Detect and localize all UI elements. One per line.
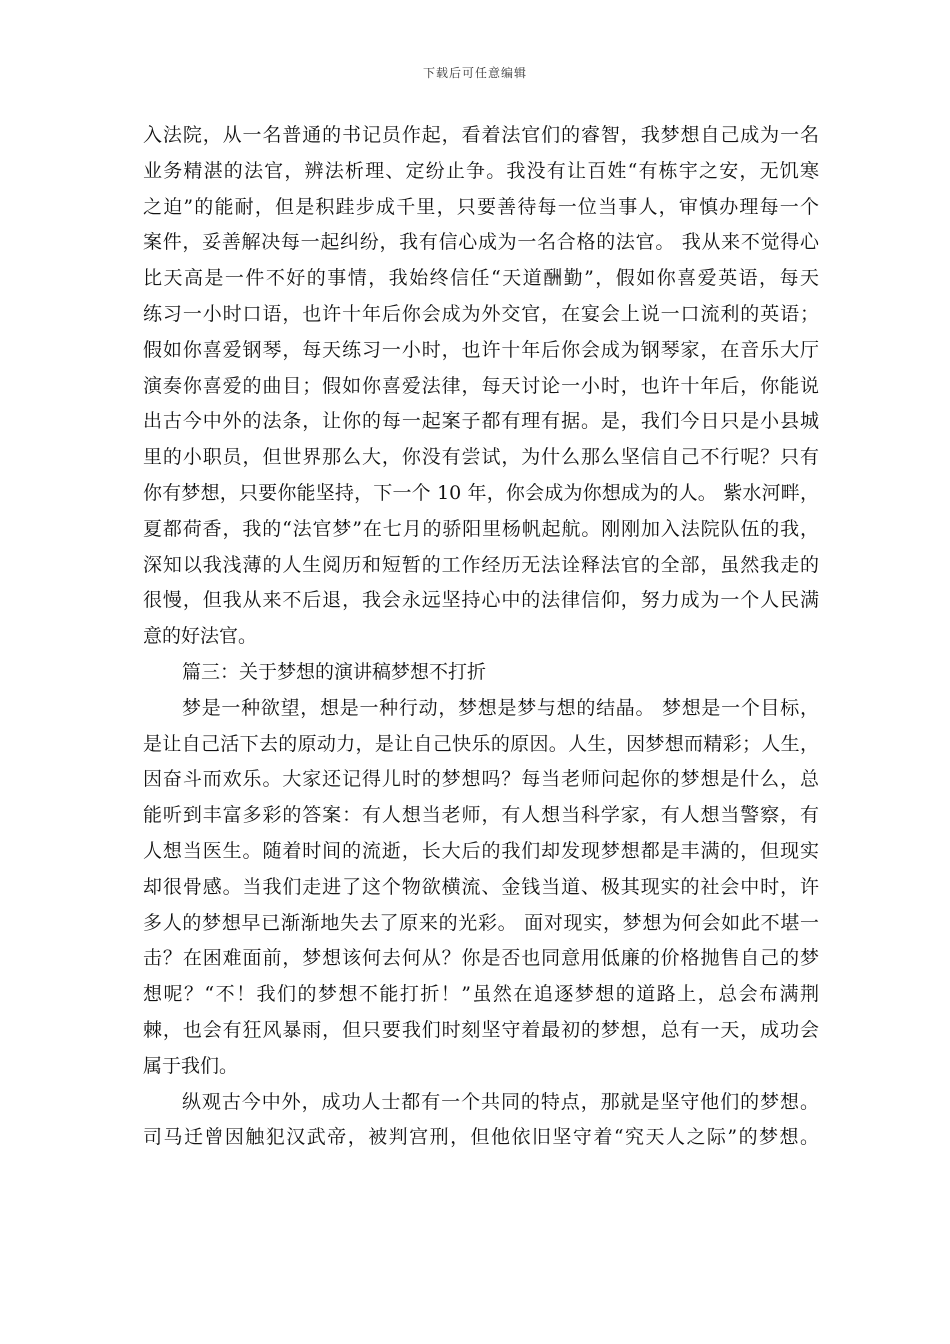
text-line: 之迫”的能耐，但是积跬步成千里，只要善待每一位当事人，审慎办理每一个 [143, 195, 819, 218]
text-line: 篇三：关于梦想的演讲稿梦想不打折 [182, 660, 487, 683]
text-line: 你有梦想，只要你能坚持，下一个 10 年，你会成为你想成为的人。 紫水河畔， [143, 481, 819, 504]
text-line: 练习一小时口语，也许十年后你会成为外交官，在宴会上说一口流利的英语； [143, 302, 819, 325]
text-line: 很慢，但我从来不后退，我会永远坚持心中的法律信仰，努力成为一个人民满 [143, 589, 819, 612]
text-line: 人想当医生。随着时间的流逝，长大后的我们却发现梦想都是丰满的，但现实 [143, 839, 819, 862]
page-header: 下载后可任意编辑 [422, 66, 527, 80]
text-line: 是让自己活下去的原动力，是让自己快乐的原因。人生，因梦想而精彩；人生， [143, 732, 819, 755]
text-line: 假如你喜爱钢琴，每天练习一小时，也许十年后你会成为钢琴家，在音乐大厅 [143, 338, 819, 361]
text-line: 因奋斗而欢乐。大家还记得儿时的梦想吗？每当老师问起你的梦想是什么，总 [143, 768, 819, 791]
text-line: 出古今中外的法条，让你的每一起案子都有理有据。是，我们今日只是小县城 [143, 410, 819, 433]
text-line: 意的好法官。 [143, 625, 258, 648]
text-line: 司马迁曾因触犯汉武帝，被判宫刑，但他依旧坚守着“究天人之际”的梦想。 [143, 1126, 819, 1149]
text-line: 业务精湛的法官，辨法析理、定纷止争。我没有让百姓“有栋宇之安，无饥寒 [143, 159, 819, 182]
text-line: 却很骨感。当我们走进了这个物欲横流、金钱当道、极其现实的社会中时，许 [143, 875, 819, 898]
text-line: 击？在困难面前，梦想该何去何从？你是否也同意用低廉的价格抛售自己的梦 [143, 947, 819, 970]
text-line: 想呢？“不！我们的梦想不能打折！”虽然在追逐梦想的道路上，总会布满荆 [143, 983, 819, 1006]
body-text [143, 118, 819, 1156]
text-line: 属于我们。 [143, 1054, 239, 1077]
text-line: 能听到丰富多彩的答案：有人想当老师，有人想当科学家，有人想当警察，有 [143, 804, 819, 827]
text-line: 演奏你喜爱的曲目；假如你喜爱法律，每天讨论一小时，也许十年后，你能说 [143, 374, 819, 397]
text-line: 案件，妥善解决每一起纠纷，我有信心成为一名合格的法官。 我从来不觉得心 [143, 231, 819, 254]
text-line: 梦是一种欲望，想是一种行动，梦想是梦与想的结晶。 梦想是一个目标， [182, 696, 819, 719]
text-line: 纵观古今中外，成功人士都有一个共同的特点，那就是坚守他们的梦想。 [182, 1090, 819, 1113]
text-line: 入法院，从一名普通的书记员作起，看着法官们的睿智，我梦想自己成为一名 [143, 124, 819, 146]
text-line: 里的小职员，但世界那么大，你没有尝试，为什么那么坚信自己不行呢？只有 [143, 446, 819, 469]
text-line: 棘，也会有狂风暴雨，但只要我们时刻坚守着最初的梦想，总有一天，成功会 [143, 1018, 819, 1041]
text-line: 夏都荷香，我的“法官梦”在七月的骄阳里杨帆起航。刚刚加入法院队伍的我， [143, 517, 819, 540]
text-line: 深知以我浅薄的人生阅历和短暂的工作经历无法诠释法官的全部，虽然我走的 [143, 553, 819, 576]
text-line: 比天高是一件不好的事情，我始终信任“天道酬勤”，假如你喜爱英语，每天 [143, 267, 819, 290]
text-line: 多人的梦想早已渐渐地失去了原来的光彩。 面对现实，梦想为何会如此不堪一 [143, 911, 819, 934]
